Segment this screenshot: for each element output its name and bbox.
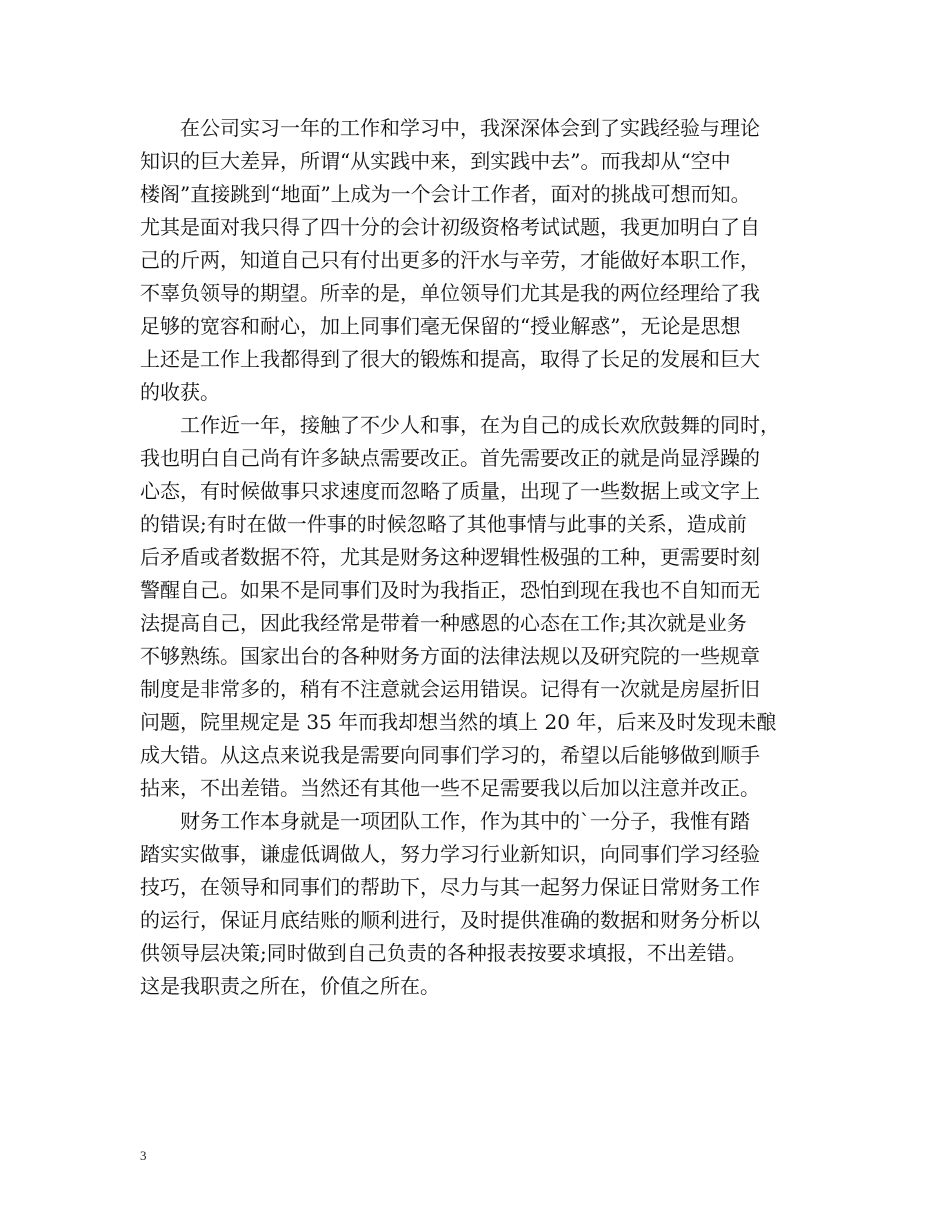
text-line: 工作近一年，接触了不少人和事，在为自己的成长欢欣鼓舞的同时， (140, 413, 780, 437)
text-line: 制度是非常多的，稍有不注意就会运用错误。记得有一次就是房屋折旧 (140, 677, 760, 701)
page-number: 3 (140, 1148, 147, 1163)
text-line: 这是我职责之所在，价值之所在。 (140, 974, 440, 998)
text-line: 法提高自己，因此我经常是带着一种感恩的心态在工作;其次就是业务 (140, 611, 747, 635)
text-line: 己的斤两，知道自己只有付出更多的汗水与辛劳，才能做好本职工作， (140, 248, 760, 272)
text-line: 技巧，在领导和同事们的帮助下，尽力与其一起努力保证日常财务工作 (140, 875, 760, 899)
text-line: 上还是工作上我都得到了很大的锻炼和提高，取得了长足的发展和巨大 (140, 347, 760, 371)
text-line: 的错误;有时在做一件事的时候忽略了其他事情与此事的关系，造成前 (140, 512, 747, 536)
text-line: 不够熟练。国家出台的各种财务方面的法律法规以及研究院的一些规章 (140, 644, 760, 668)
text-line: 我也明白自己尚有许多缺点需要改正。首先需要改正的就是尚显浮躁的 (140, 446, 760, 470)
body-text (140, 112, 830, 1003)
text-line: 不辜负领导的期望。所幸的是，单位领导们尤其是我的两位经理给了我 (140, 281, 760, 305)
text-line: 警醒自己。如果不是同事们及时为我指正，恐怕到现在我也不自知而无 (140, 578, 760, 602)
text-line: 在公司实习一年的工作和学习中，我深深体会到了实践经验与理论 (140, 116, 760, 140)
text-line: 踏实实做事，谦虚低调做人，努力学习行业新知识，向同事们学习经验 (140, 842, 760, 866)
text-line: 知识的巨大差异，所谓“从实践中来，到实践中去”。而我却从“空中 (140, 149, 731, 173)
text-line: 的运行，保证月底结账的顺利进行，及时提供准确的数据和财务分析以 (140, 908, 760, 932)
text-line: 的收获。 (140, 380, 220, 404)
text-line: 楼阁”直接跳到“地面”上成为一个会计工作者，面对的挑战可想而知。 (140, 182, 751, 206)
text-line: 尤其是面对我只得了四十分的会计初级资格考试试题，我更加明白了自 (140, 215, 760, 239)
text-line: 拈来，不出差错。当然还有其他一些不足需要我以后加以注意并改正。 (140, 776, 760, 800)
text-line: 财务工作本身就是一项团队工作，作为其中的`一分子，我惟有踏 (140, 809, 750, 833)
text-line: 后矛盾或者数据不符，尤其是财务这种逻辑性极强的工种，更需要时刻 (140, 545, 760, 569)
text-line: 问题，院里规定是 35 年而我却想当然的填上 20 年，后来及时发现未酿 (140, 710, 777, 734)
text-line: 心态，有时候做事只求速度而忽略了质量，出现了一些数据上或文字上 (140, 479, 760, 503)
text-line: 足够的宽容和耐心，加上同事们毫无保留的“授业解惑”，无论是思想 (140, 314, 741, 338)
text-line: 供领导层决策;同时做到自己负责的各种报表按要求填报，不出差错。 (140, 941, 747, 965)
text-line: 成大错。从这点来说我是需要向同事们学习的，希望以后能够做到顺手 (140, 743, 760, 767)
